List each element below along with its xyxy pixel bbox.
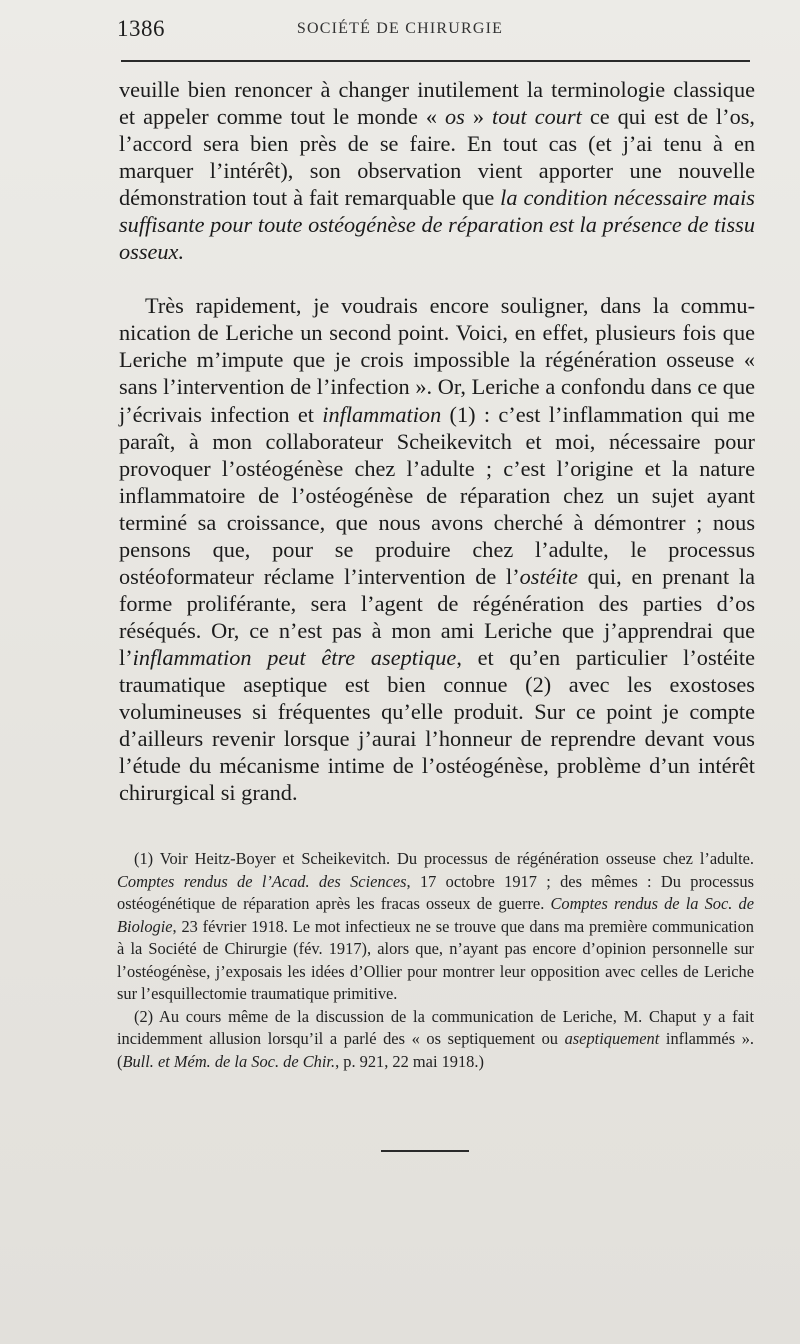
text-segment: veuille bien renoncer à changer inutilement la terminologie classique et appeler comme tout le monde «	[119, 77, 755, 130]
text-segment: qui, en prenant la forme proliférante, sera l’agent de régénération des parties d’os réséqués. Or, ce n’est pas à mon ami Leriche que j’apprendrai que l’	[119, 563, 755, 670]
text-segment: ce qui est de l’os, l’accord sera bien près de se faire. En tout cas (et j’ai tenu à en marquer l’intérêt), son observation vient apporter une nouvelle démonstration tout à fait remarquable que	[119, 104, 755, 211]
page-number: 1386	[117, 16, 165, 41]
italic-segment: la condition nécessaire mais suffisante pour toute ostéogénèse de réparation est la présence de tissu osseux.	[119, 185, 755, 265]
text-segment: Très rapidement, je voudrais encore souligner, dans la communication de Leriche un second point. Voici, en effet, plusieurs fois que Leriche m’impute que je crois impossible la régénération osseuse « sans l’intervention de l’infection ». Or, Leriche a confondu dans ce que j’écrivais infection et	[119, 293, 755, 427]
text-segment: »	[464, 104, 493, 130]
end-rule	[381, 1150, 469, 1152]
text-segment: (1) Voir Heitz-Boyer et Scheikevitch. Du processus de régénération osseuse chez l’adulte.	[134, 849, 754, 868]
italic-segment: Bull. et Mém. de la Soc. de Chir.	[122, 1051, 336, 1071]
italic-segment: os	[445, 104, 465, 130]
paragraph	[119, 292, 755, 806]
italic-segment: ostéite	[519, 563, 578, 589]
footnote	[117, 1006, 754, 1074]
italic-segment: Comptes rendus de l’Acad. des Sciences	[117, 871, 407, 891]
running-title: SOCIÉTÉ DE CHIRURGIE	[296, 20, 504, 37]
text-segment: , 17 octobre 1917 ; des mêmes : Du processus ostéogénétique de réparation après les fracas osseux de guerre.	[117, 871, 754, 913]
text-segment: inflammés ». (	[117, 1029, 754, 1071]
page-header	[0, 16, 800, 46]
text-segment: , 23 février 1918. Le mot infectieux ne se trouve que dans ma première communication à la Société de Chirurgie (fév. 1917), alors que, n’ayant pas encore d’opinion personnelle sur l’ostéogénèse, j’exposais les idées d’Ollier pour montrer leur opposition avec celles de Leriche sur l’esquillectomie traumatique primitive.	[117, 916, 754, 1003]
text-segment: (1) : c’est l’inflammation qui me paraît, à mon collaborateur Scheikevitch et moi, nécessaire pour provoquer l’ostéogénèse chez l’adulte ; c’est l’origine et la nature inflammatoire de l’ostéogénèse de réparation chez un sujet ayant terminé sa croissance, que nous avons cherché à démontrer ; nous pensons que, pour se produire chez l’adulte, le processus ostéoformateur réclame l’intervention de l’	[119, 401, 755, 589]
body-text	[119, 76, 755, 806]
text-segment: , et qu’en particulier l’ostéite traumatique aseptique est bien connue (2) avec les exostoses volumineuses si fréquentes qu’elle produit. Sur ce point je compte d’ailleurs revenir lorsque j’aurai l’honneur de reprendre devant vous l’étude du mécanisme intime de l’ostéogénèse, problème d’un intérêt chirurgical si grand.	[119, 644, 755, 806]
text-segment: (2) Au cours même de la discussion de la communication de Leriche, M. Chaput y a fait incidemment allusion lorsqu’il a parlé des « os septiquement ou	[117, 1006, 754, 1048]
paragraph-gap	[119, 265, 755, 292]
italic-segment: Comptes rendus de la Soc. de Biologie	[117, 894, 754, 936]
header-rule	[121, 60, 750, 62]
italic-segment: aseptiquement	[564, 1029, 660, 1048]
footnotes	[117, 848, 754, 1073]
italic-segment: inflammation peut être aseptique	[132, 644, 457, 670]
italic-segment: tout court	[492, 104, 582, 130]
footnote	[117, 848, 754, 1006]
text-segment: , p. 921, 22 mai 1918.)	[335, 1051, 484, 1071]
paragraph	[119, 76, 755, 265]
italic-segment: inflammation	[322, 401, 442, 427]
